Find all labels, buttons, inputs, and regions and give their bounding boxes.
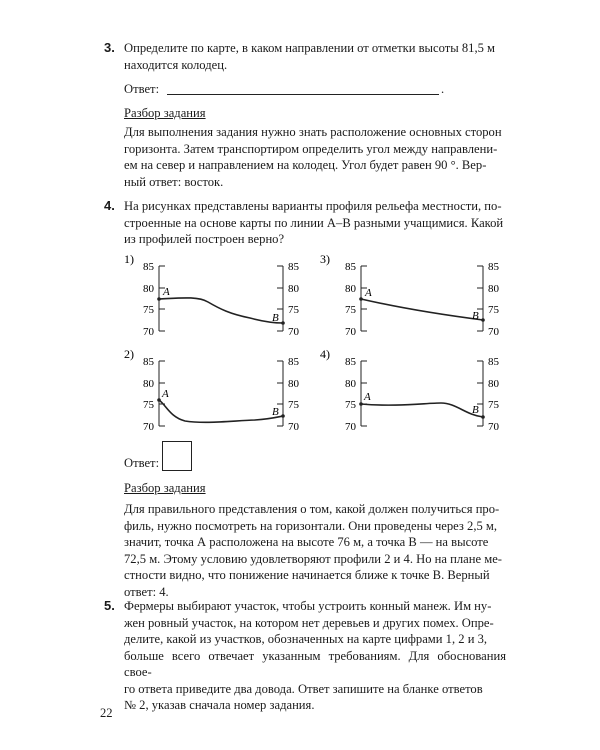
profile-label: 4) [320,347,330,361]
point-b-label: B [272,406,279,418]
point-a-label: A [365,287,372,299]
task3-answer-label: Ответ: [124,82,160,96]
point-a-label: A [162,388,169,400]
task3-number: 3. [104,40,115,55]
profile-curve [159,400,283,422]
task3-analysis-line: ный ответ: восток. [124,174,224,189]
tick-label: 70 [288,421,299,433]
task5-question-line: Фермеры выбирают участок, чтобы устроить конный манеж. Им ну- [124,599,492,613]
tick-label: 70 [143,421,154,433]
point-a-marker [359,297,363,301]
task4-question-line: На рисунках представлены варианты профиля рельефа местности, по- [124,199,502,213]
task3-question-line: Определите по карте, в каком направлении от отметки высоты 81,5 м [124,41,496,55]
tick-label: 75 [143,399,154,411]
task4-answer-label: Ответ: [124,456,160,470]
point-a-label: A [163,286,170,298]
tick-label: 85 [143,356,154,368]
task4-analysis-line: стности видно, что понижение начинается ближе к точке В. Верный [124,568,490,582]
point-a-marker [359,402,363,406]
right-axis [277,261,300,338]
profile-2 [120,347,315,439]
tick-label: 70 [143,326,154,338]
task4-analysis-line: ответ: 4. [124,584,169,599]
point-b-label: B [472,404,479,416]
task3-answer-field[interactable] [167,94,439,95]
profile-curve [361,299,483,320]
task5-question-line: го ответа приведите два довода. Ответ запишите на бланке ответов [124,681,483,696]
tick-label: 85 [288,261,299,273]
task5-question-line: больше всего отвечает указанным требованиям. Для обоснования свое- [124,648,506,679]
task3-analysis-line: горизонта. Затем транспортиром определить угол между направлени- [124,141,498,156]
task5-question [124,598,506,714]
tick-label: 80 [143,283,154,295]
task4-analysis-line: значит, точка А расположена на высоте 76 м, а точка В — на высоте [124,535,489,549]
task4-analysis [124,501,506,600]
tick-label: 70 [288,326,299,338]
task3-answer-end: . [441,82,445,96]
task5-question-line: № 2, указав сначала номер задания. [124,698,315,712]
tick-label: 75 [345,399,356,411]
tick-label: 85 [288,356,299,368]
tick-label: 75 [488,399,499,411]
tick-label: 85 [488,261,499,273]
task4-question-line: из профилей построен верно? [124,232,285,246]
task4-answer-box[interactable] [162,441,192,471]
tick-label: 80 [345,283,356,295]
profile-4 [316,347,516,439]
point-b-marker [281,321,285,325]
tick-label: 75 [288,304,299,316]
task4-analysis-line: Для правильного представления о том, какой должен получиться про- [124,502,500,516]
task5-number: 5. [104,598,115,613]
task4-question [124,198,506,248]
tick-label: 80 [488,378,499,390]
task5-question-line: жен ровный участок, на котором нет деревьев и других помех. Опре- [124,615,494,630]
task3-analysis-line: ем на север и направлением на колодец. Угол будет равен 90 °. Вер- [124,158,487,172]
point-b-label: B [472,310,479,322]
right-axis [277,356,300,433]
profile-curve [159,298,283,323]
tick-label: 75 [143,304,154,316]
tick-label: 85 [143,261,154,273]
point-a-label: A [364,391,371,403]
tick-label: 70 [345,421,356,433]
task4-number: 4. [104,198,115,213]
point-b-label: B [272,312,279,324]
tick-label: 70 [345,326,356,338]
point-a-marker [157,398,161,402]
profile-label: 1) [124,252,134,266]
tick-label: 85 [488,356,499,368]
task4-analysis-line: 72,5 м. Этому условию удовлетворяют профили 2 и 4. Но на плане ме- [124,551,502,566]
tick-label: 75 [345,304,356,316]
right-axis [477,261,500,338]
profile-3 [316,252,516,344]
tick-label: 80 [143,378,154,390]
task3-question [124,40,506,73]
tick-label: 70 [488,421,499,433]
task3-analysis-heading: Разбор задания [124,106,206,120]
right-axis [477,356,500,433]
tick-label: 80 [288,283,299,295]
task4-analysis-heading: Разбор задания [124,481,206,495]
point-b-marker [481,318,485,322]
task3-analysis-line: Для выполнения задания нужно знать расположение основных сторон [124,125,502,139]
profile-curve [361,403,483,417]
tick-label: 75 [288,399,299,411]
tick-label: 80 [488,283,499,295]
page-number: 22 [100,706,113,720]
tick-label: 85 [345,261,356,273]
tick-label: 75 [488,304,499,316]
task4-analysis-line: филь, нужно посмотреть на горизонтали. Они проведены через 2,5 м, [124,518,498,533]
task3-analysis [124,124,506,190]
point-b-marker [481,415,485,419]
task5-question-line: делите, какой из участков, обозначенных на карте цифрами 1, 2 и 3, [124,632,488,646]
profile-label: 3) [320,252,330,266]
task3-question-line: находится колодец. [124,57,228,72]
task4-question-line: строенные на основе карты по линии А–В разными учащимися. Какой [124,215,504,230]
tick-label: 85 [345,356,356,368]
profile-1 [120,252,315,344]
point-b-marker [281,414,285,418]
profile-label: 2) [124,347,134,361]
tick-label: 70 [488,326,499,338]
point-a-marker [157,297,161,301]
tick-label: 80 [288,378,299,390]
tick-label: 80 [345,378,356,390]
